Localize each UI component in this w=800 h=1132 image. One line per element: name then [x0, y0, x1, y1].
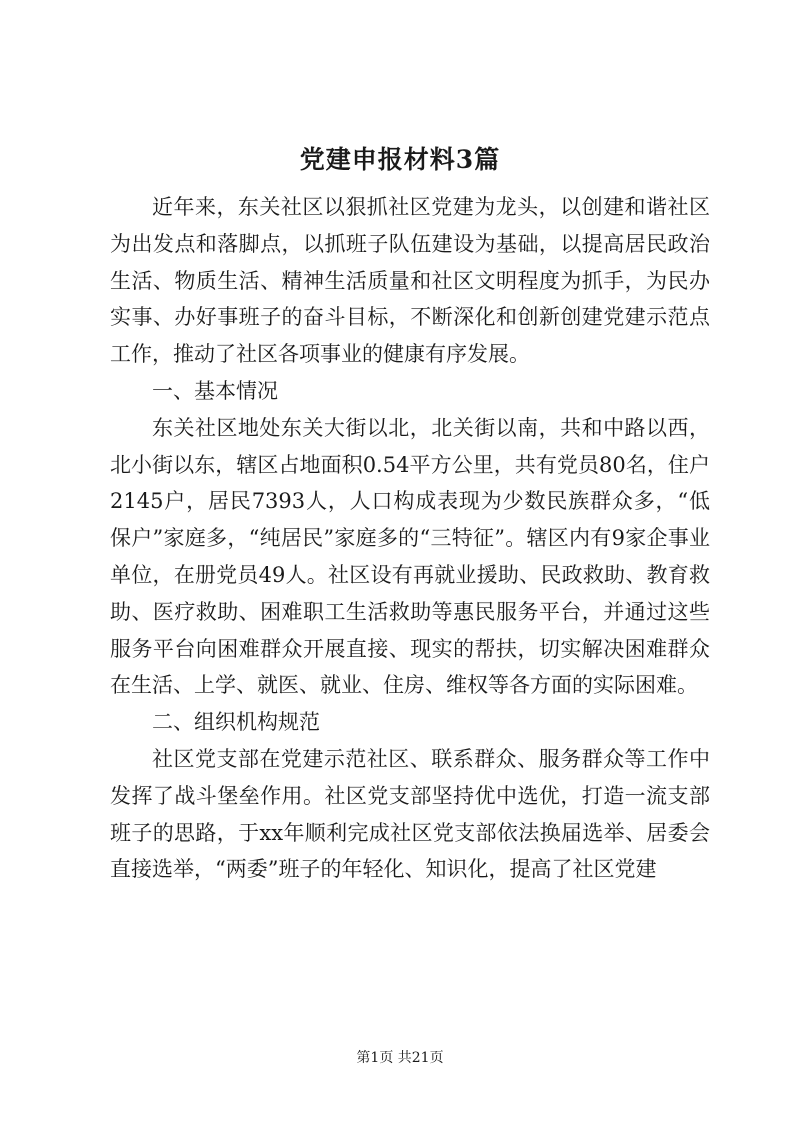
document-title: 党建申报材料3篇 [299, 145, 501, 174]
section-heading-organization: 二、组织机构规范 [152, 710, 320, 735]
page-footer: 第1页 共21页 [356, 1050, 444, 1066]
paragraph-intro: 近年来，东关社区以狠抓社区党建为龙头，以创建和谐社区为出发点和落脚点，以抓班子队伍建设为基础，以提高居民政治生活、物质生活、精神生活质量和社区文明程度为抓手，为民办实事、办好事班子的奋斗目标，不断深化和创新创建党建示范点工作，推动了社区各项事业的健康有序发展。 [110, 195, 710, 367]
paragraph-organization: 社区党支部在党建示范社区、联系群众、服务群众等工作中发挥了战斗堡垒作用。社区党支部坚持优中选优，打造一流支部班子的思路，于xx年顺利完成社区党支部依法换届选举、居委会直接选举，“两委”班子的年轻化、知识化，提高了社区党建 [110, 746, 710, 882]
paragraph-basic-situation: 东关社区地处东关大街以北，北关街以南，共和中路以西，北小街以东，辖区占地面积0.54平方公里，共有党员80名，住户2145户，居民7393人，人口构成表现为少数民族群众多，“低保户”家庭多，“纯居民”家庭多的“三特征”。辖区内有9家企事业单位，在册党员49人。社区设有再就业援助、民政救助、教育救助、医疗救助、困难职工生活救助等惠民服务平台，并通过这些服务平台向困难群众开展直接、现实的帮扶，切实解决困难群众在生活、上学、就医、就业、住房、维权等各方面的实际困难。 [110, 415, 710, 698]
section-heading-basic-situation: 一、基本情况 [152, 378, 278, 403]
document-body [110, 189, 710, 888]
